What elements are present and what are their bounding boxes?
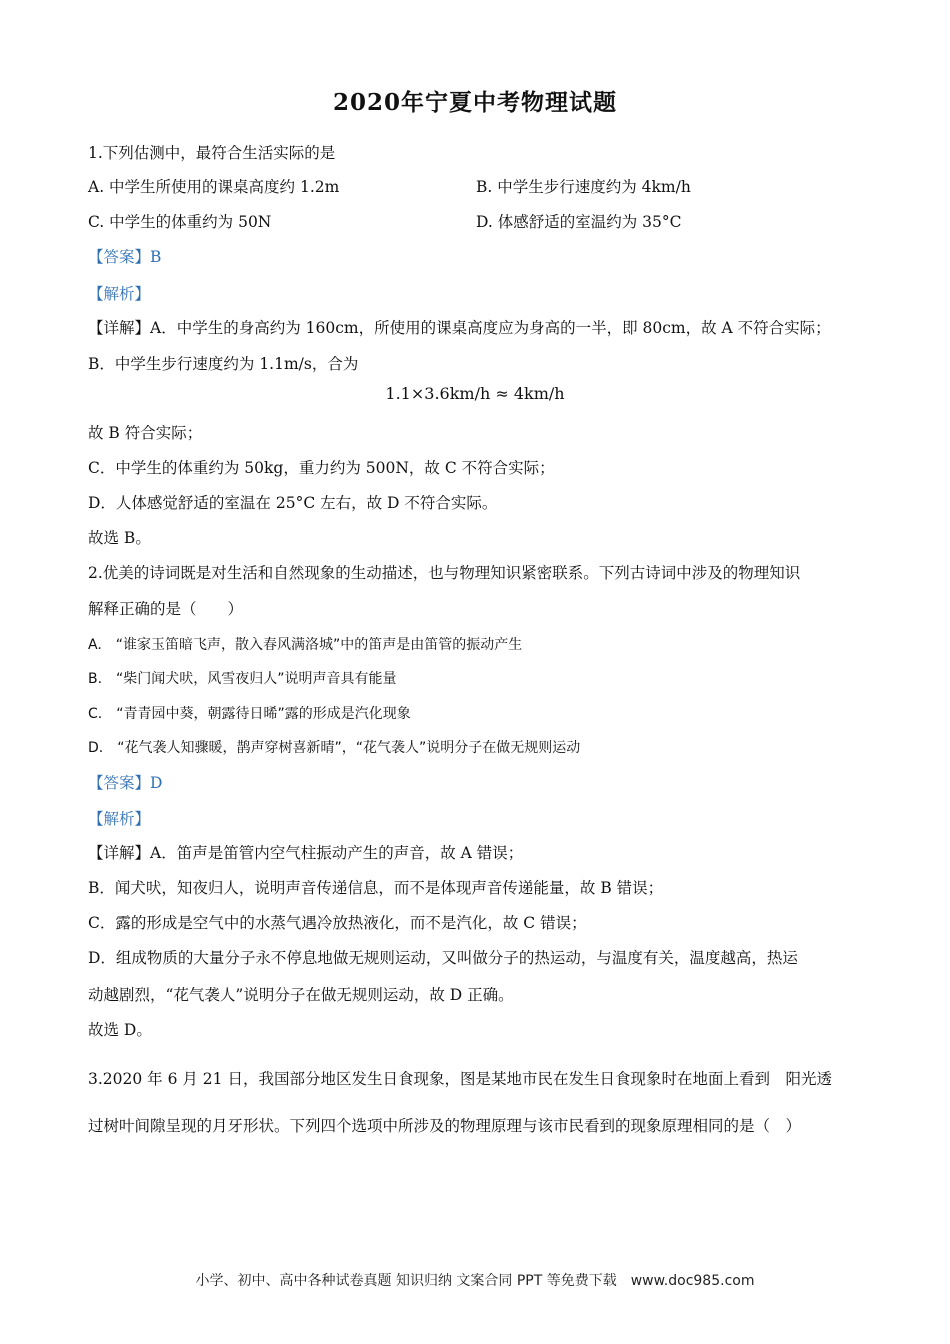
page-title: 2020年宁夏中考物理试题 xyxy=(332,89,617,116)
question-1-stem: 1.下列估测中，最符合生活实际的是 xyxy=(88,144,336,162)
question-2-detail-a: 【详解】A．笛声是笛管内空气柱振动产生的声音，故 A 错误； xyxy=(88,844,524,862)
question-2-option-d: D. “花气袭人知骤暖，鹊声穿树喜新晴”，“花气袭人”说明分子在做无规则运动 xyxy=(88,740,581,756)
question-1-detail-a: 【详解】A．中学生的身高约为 160cm，所使用的课桌高度应为身高的一半，即 80cm，故 A 不符合实际； xyxy=(88,319,831,337)
question-3-stem-line-2: 过树叶间隙呈现的月牙形状。下列四个选项中所涉及的物理原理与该市民看到的现象原理相同的是（ ） xyxy=(88,1117,802,1135)
question-1-option-a: A. 中学生所使用的课桌高度约 1.2m xyxy=(88,178,340,196)
question-1-detail-c: C．中学生的体重约为 50kg，重力约为 500N，故 C 不符合实际； xyxy=(88,459,555,477)
question-1-option-b: B. 中学生步行速度约为 4km/h xyxy=(476,178,691,196)
question-1-option-c: C. 中学生的体重约为 50N xyxy=(88,213,272,231)
question-2-stem-line-1: 2.优美的诗词既是对生活和自然现象的生动描述，也与物理知识紧密联系。下列古诗词中涉及的物理知识 xyxy=(88,564,801,582)
question-2-stem-line-2: 解释正确的是（ ） xyxy=(88,600,244,618)
question-2-detail-b: B．闻犬吠，知夜归人，说明声音传递信息，而不是体现声音传递能量，故 B 错误； xyxy=(88,879,664,897)
question-1-formula: 1.1×3.6km/h ≈ 4km/h xyxy=(385,384,565,403)
question-3-stem-line-1: 3.2020 年 6 月 21 日，我国部分地区发生日食现象，图是某地市民在发生日食现象时在地面上看到 阳光透 xyxy=(88,1070,832,1088)
question-1-analysis-label: 【解析】 xyxy=(88,285,151,303)
question-2-detail-c: C．露的形成是空气中的水蒸气遇冷放热液化，而不是汽化，故 C 错误； xyxy=(88,914,587,932)
question-1-option-d: D. 体感舒适的室温约为 35°C xyxy=(476,213,682,231)
question-1-conclusion: 故选 B。 xyxy=(88,529,151,547)
question-1-detail-b: B．中学生步行速度约为 1.1m/s，合为 xyxy=(88,355,359,373)
question-2-option-c: C. “青青园中葵，朝露待日晞”露的形成是汽化现象 xyxy=(88,706,411,722)
question-2-option-a: A. “谁家玉笛暗飞声，散入春风满洛城”中的笛声是由笛管的振动产生 xyxy=(88,637,523,653)
page-footer: 小学、初中、高中各种试卷真题 知识归纳 文案合同 PPT 等免费下载 www.doc985.com xyxy=(195,1273,755,1289)
question-1-answer: 【答案】B xyxy=(88,248,162,266)
question-2-option-b: B. “柴门闻犬吠，风雪夜归人”说明声音具有能量 xyxy=(88,671,397,687)
question-1-detail-b2: 故 B 符合实际； xyxy=(88,424,203,442)
question-2-detail-d-line-2: 动越剧烈，“花气袭人”说明分子在做无规则运动，故 D 正确。 xyxy=(88,986,514,1004)
question-2-detail-d-line-1: D．组成物质的大量分子永不停息地做无规则运动，又叫做分子的热运动，与温度有关，温度越高，热运 xyxy=(88,949,798,967)
question-2-conclusion: 故选 D。 xyxy=(88,1021,152,1039)
question-1-detail-d: D．人体感觉舒适的室温在 25°C 左右，故 D 不符合实际。 xyxy=(88,494,498,512)
question-2-answer: 【答案】D xyxy=(88,774,163,792)
question-2-analysis-label: 【解析】 xyxy=(88,810,151,828)
